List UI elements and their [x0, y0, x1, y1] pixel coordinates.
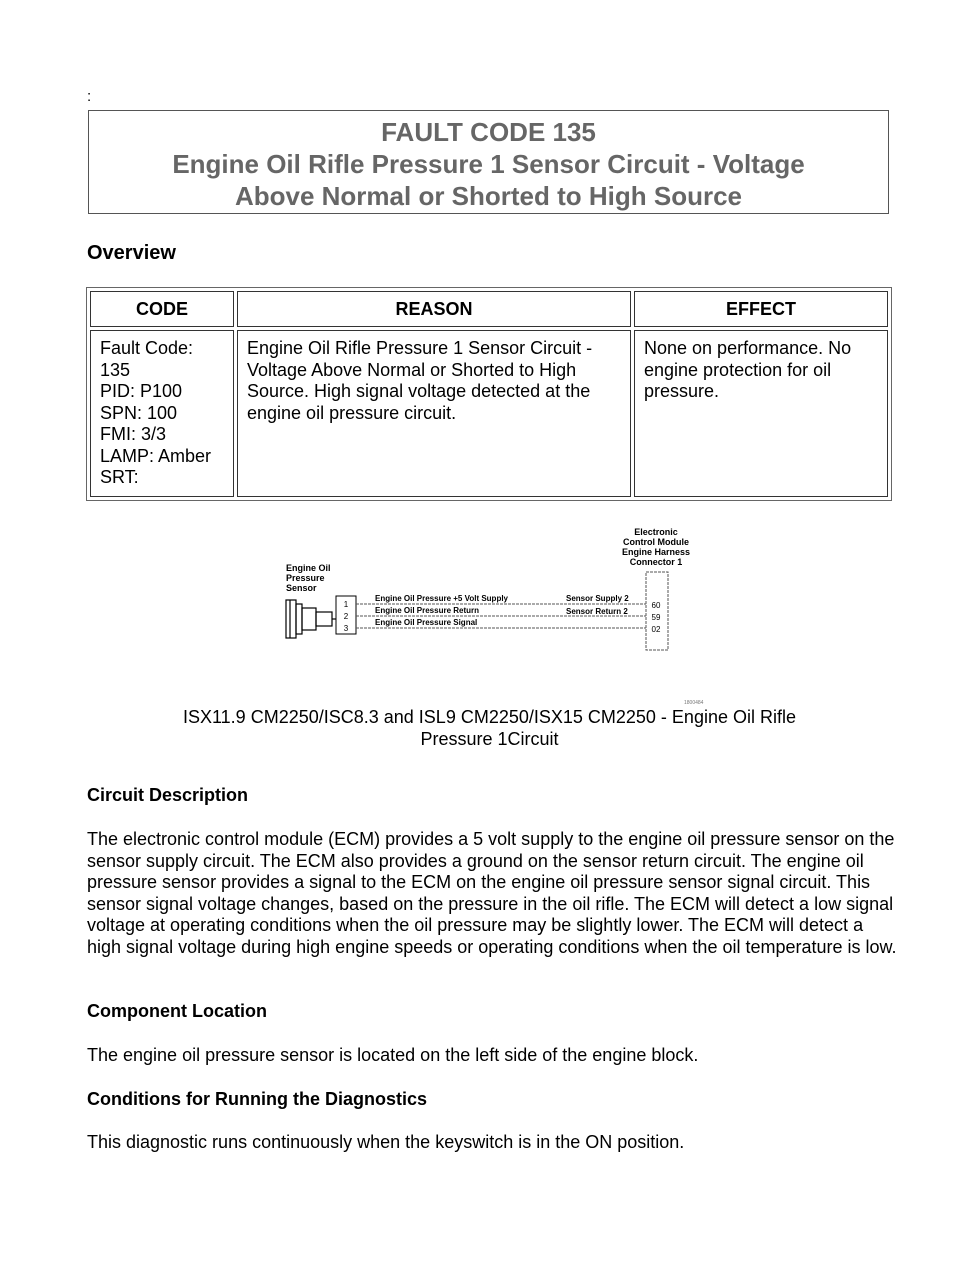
sensor-pin-3: 3 — [343, 624, 349, 633]
fault-code-title: FAULT CODE 135 — [381, 117, 596, 147]
sensor-body-icon — [286, 600, 336, 638]
component-location-text: The engine oil pressure sensor is located on the left side of the engine block. — [87, 1045, 699, 1065]
header-code: CODE — [90, 291, 234, 327]
caption-line2: Pressure 1Circuit — [420, 729, 559, 749]
ecm-label-1: Electronic — [634, 527, 678, 537]
sensor-label-1: Engine Oil — [286, 563, 331, 573]
wire-label-signal: Engine Oil Pressure Signal — [375, 618, 478, 627]
header-reason: REASON — [237, 291, 631, 327]
circuit-diagram — [276, 520, 706, 710]
sensor-label-2: Pressure — [286, 573, 325, 583]
sensor-pin-2: 2 — [343, 612, 349, 621]
title-box — [88, 110, 889, 214]
circuit-description-text: The electronic control module (ECM) provides a 5 volt supply to the engine oil pressure sensor on the sensor supply circuit. The ECM also provides a ground on the sensor return circuit. The engine oil pressure sensor provides a signal to the ECM on the engine oil pressure sensor signal circuit. This sensor signal voltage changes, based on the pressure in the oil rifle. The ECM will detect a low signal voltage at operating conditions when the oil pressure may be slightly lower. The ECM will detect a high signal voltage during high engine speeds or operating conditions when the oil temperature is low. — [87, 829, 897, 957]
ecm-label-3: Engine Harness — [621, 547, 691, 557]
overview-heading: Overview — [87, 242, 176, 264]
sensor-pin-1: 1 — [343, 600, 349, 609]
conditions-heading: Conditions for Running the Diagnostics — [87, 1089, 427, 1109]
header-effect: EFFECT — [634, 291, 888, 327]
ecm-pin-59: 59 — [651, 613, 661, 622]
ecm-pin-02: 02 — [651, 625, 661, 634]
lamp-line: LAMP: Amber — [100, 445, 212, 466]
fault-description-line2: Above Normal or Shorted to High Source — [234, 181, 743, 211]
caption-line1: ISX11.9 CM2250/ISC8.3 and ISL9 CM2250/ISX15 CM2250 - Engine Oil Rifle — [182, 707, 796, 727]
component-location-heading: Component Location — [87, 1001, 267, 1021]
wire-label-return: Engine Oil Pressure Return — [375, 606, 480, 615]
table-row — [90, 330, 888, 497]
ecm-connector — [646, 572, 668, 650]
overview-table — [86, 287, 892, 501]
leading-colon: : — [87, 88, 92, 105]
spn-line: SPN: 100 — [100, 402, 178, 423]
fault-description-line1: Engine Oil Rifle Pressure 1 Sensor Circuit - Voltage — [172, 149, 805, 179]
diagram-ref: 1800484 — [684, 700, 704, 706]
ecm-label-4: Connector 1 — [629, 557, 683, 567]
ecm-wire-return: Sensor Return 2 — [566, 607, 628, 616]
sensor-label-3: Sensor — [286, 583, 317, 593]
conditions-text: This diagnostic runs continuously when the keyswitch is in the ON position. — [87, 1132, 685, 1152]
effect-cell: None on performance. No engine protection for oil pressure. — [634, 330, 888, 497]
pid-line: PID: P100 — [100, 381, 183, 401]
diagram-caption — [87, 706, 892, 750]
ecm-wire-supply: Sensor Supply 2 — [566, 594, 629, 603]
fault-code-line: Fault Code: 135 — [100, 338, 194, 380]
reason-cell: Engine Oil Rifle Pressure 1 Sensor Circuit - Voltage Above Normal or Shorted to High Source. High signal voltage detected at the engine oil pressure circuit. — [237, 330, 631, 497]
code-cell — [90, 330, 234, 497]
ecm-label-2: Control Module — [623, 537, 689, 547]
table-header-row — [90, 291, 888, 327]
ecm-pin-60: 60 — [651, 601, 661, 610]
wire-label-supply: Engine Oil Pressure +5 Volt Supply — [375, 594, 508, 603]
srt-line: SRT: — [100, 467, 139, 487]
fmi-line: FMI: 3/3 — [100, 424, 167, 444]
circuit-description-heading: Circuit Description — [87, 785, 249, 805]
